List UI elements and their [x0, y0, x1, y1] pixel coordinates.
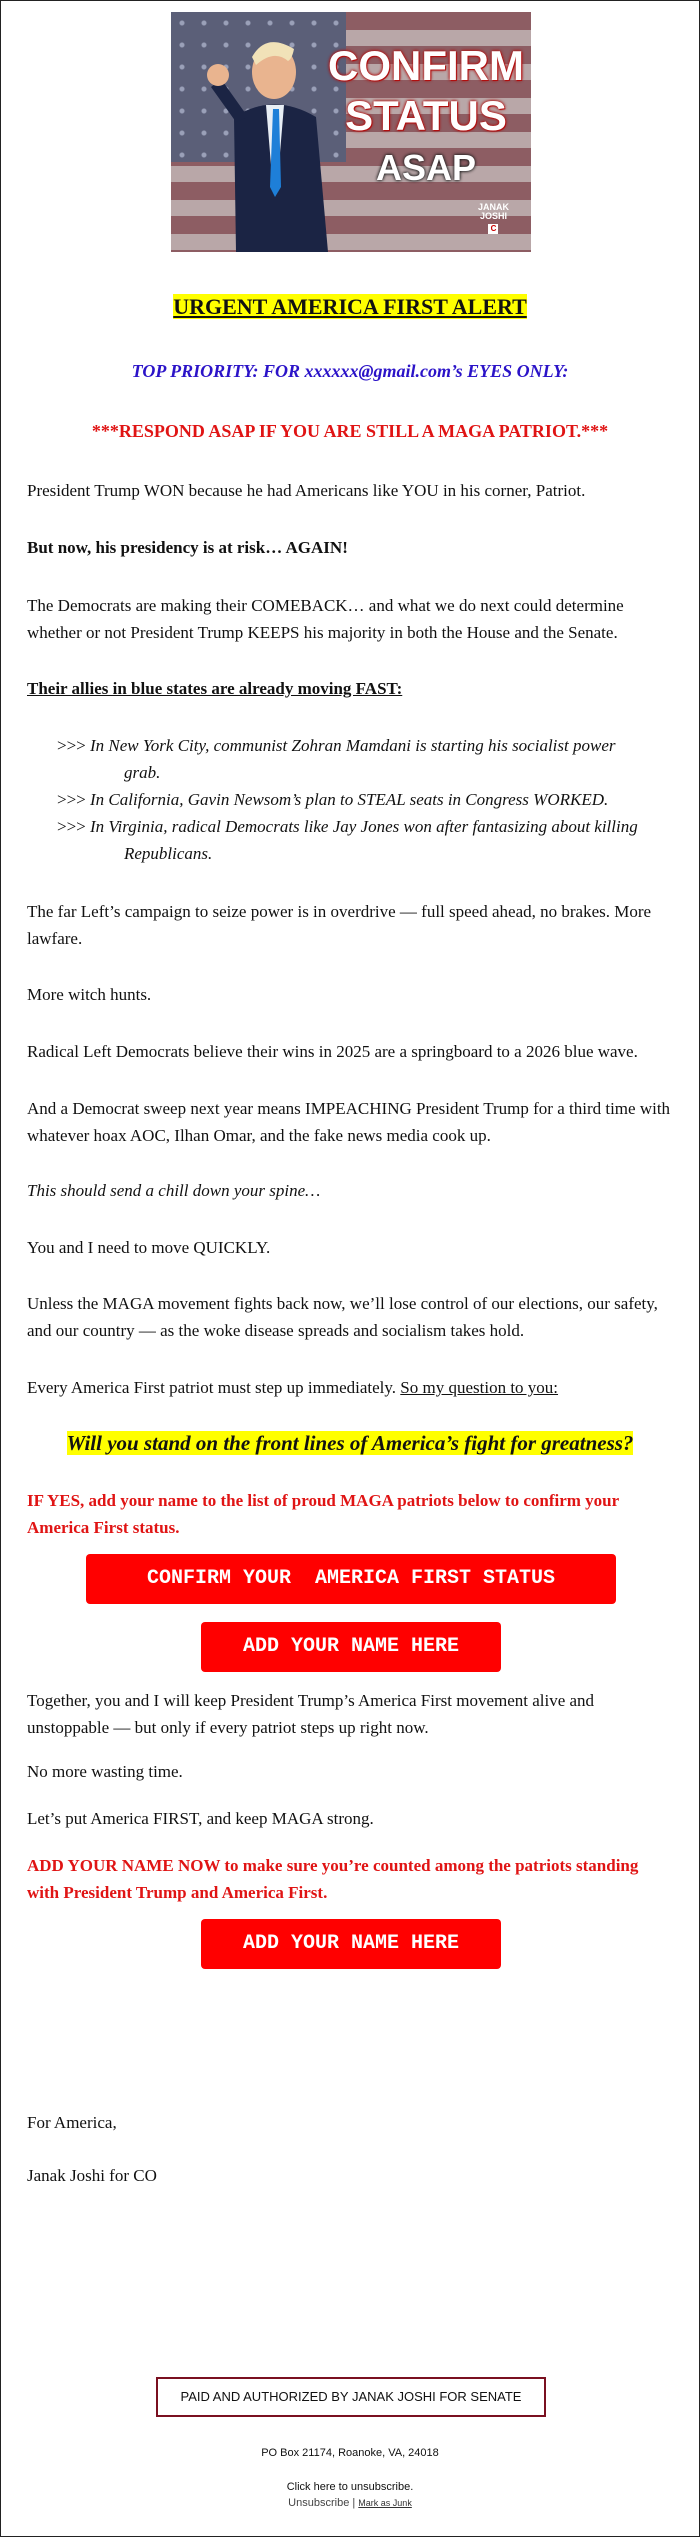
list-item: [57, 732, 639, 786]
paragraph: [27, 1374, 673, 1401]
list-marker: >>>: [57, 790, 86, 809]
list-item-text: In Virginia, radical Democrats like Jay Jones won after fantasizing about killing Republicans.: [90, 817, 638, 863]
add-your-name-button[interactable]: ADD YOUR NAME HERE: [201, 1919, 501, 1969]
list-marker: >>>: [57, 817, 86, 836]
alert-headline: URGENT AMERICA FIRST ALERT: [173, 294, 527, 319]
paragraph: You and I need to move QUICKLY.: [27, 1238, 271, 1257]
add-name-now-paragraph: ADD YOUR NAME NOW to make sure you’re counted among the patriots standing with President Trump and America First.: [27, 1856, 639, 1902]
add-your-name-button[interactable]: ADD YOUR NAME HERE: [201, 1622, 501, 1672]
paragraph-bold: But now, his presidency is at risk… AGAIN!: [27, 538, 348, 557]
if-yes-paragraph: IF YES, add your name to the list of proud MAGA patriots below to confirm your America First status.: [27, 1491, 619, 1537]
list-marker: >>>: [57, 736, 86, 755]
logo-line-2: JOSHI: [479, 211, 507, 221]
paragraph: And a Democrat sweep next year means IMPEACHING President Trump for a third time with whatever hoax AOC, Ilhan Omar, and the fake news media cook up.: [27, 1099, 671, 1145]
footer-links: [1, 2497, 699, 2509]
mailing-address: PO Box 21174, Roanoke, VA, 24018: [261, 2447, 439, 2459]
paragraph: The Democrats are making their COMEBACK… and what we do next could determine whether or not President Trump KEEPS his majority in both the House and the Senate.: [27, 596, 624, 642]
click-to-unsubscribe-link[interactable]: Click here to unsubscribe.: [286, 2481, 414, 2493]
allies-heading: Their allies in blue states are already moving FAST:: [27, 679, 403, 698]
respond-asap-line: ***RESPOND ASAP IF YOU ARE STILL A MAGA PATRIOT.***: [91, 421, 609, 441]
paid-for-disclaimer: PAID AND AUTHORIZED BY JANAK JOSHI FOR SENATE: [156, 2377, 546, 2417]
allies-list: [57, 732, 639, 867]
paragraph: Unless the MAGA movement fights back now, we’ll lose control of our elections, our safety, and our country — as the woke disease spreads and socialism takes hold.: [27, 1294, 658, 1340]
list-item-text: In New York City, communist Zohran Mamdani is starting his socialist power grab.: [90, 736, 616, 782]
paragraph: More witch hunts.: [27, 985, 152, 1004]
paragraph: Radical Left Democrats believe their wins in 2025 are a springboard to a 2026 blue wave.: [27, 1042, 638, 1061]
paragraph: The far Left’s campaign to seize power is in overdrive — full speed ahead, no brakes. More lawfare.: [27, 902, 652, 948]
hero-title-line-1: CONFIRM: [328, 42, 524, 89]
paragraph: Let’s put America FIRST, and keep MAGA strong.: [27, 1809, 374, 1828]
paragraph-text: Every America First patriot must step up immediately.: [27, 1378, 401, 1397]
top-priority-line: TOP PRIORITY: FOR xxxxxx@gmail.com’s EYES ONLY:: [131, 361, 569, 381]
sign-off: For America,: [27, 2113, 117, 2132]
separator: |: [349, 2497, 359, 2509]
confirm-status-button[interactable]: CONFIRM YOUR AMERICA FIRST STATUS: [86, 1554, 616, 1604]
list-item-text: In California, Gavin Newsom’s plan to STEAL seats in Congress WORKED.: [90, 790, 609, 809]
question-lead-in: So my question to you:: [400, 1378, 559, 1397]
paragraph-italic: This should send a chill down your spine…: [27, 1181, 321, 1200]
list-item: [57, 786, 639, 813]
list-item: [57, 813, 639, 867]
paragraph: President Trump WON because he had Americans like YOU in his corner, Patriot.: [27, 481, 586, 500]
mark-as-junk-link[interactable]: Mark as Junk: [358, 2498, 412, 2508]
paragraph: Together, you and I will keep President Trump’s America First movement alive and unstoppable — but only if every patriot steps up right now.: [27, 1691, 595, 1737]
logo-line-1: JANAK: [477, 202, 509, 212]
hero-title-line-2: STATUS: [345, 92, 507, 139]
signature: Janak Joshi for CO: [27, 2166, 157, 2185]
logo-mark-icon: C: [488, 224, 498, 234]
paragraph: No more wasting time.: [27, 1762, 183, 1781]
question-highlight: Will you stand on the front lines of America’s fight for greatness?: [66, 1431, 634, 1455]
janak-joshi-logo: [478, 203, 509, 234]
unsubscribe-link[interactable]: Unsubscribe: [288, 2497, 350, 2509]
hero-title-line-3: ASAP: [375, 147, 477, 188]
hero-image[interactable]: [171, 12, 531, 252]
